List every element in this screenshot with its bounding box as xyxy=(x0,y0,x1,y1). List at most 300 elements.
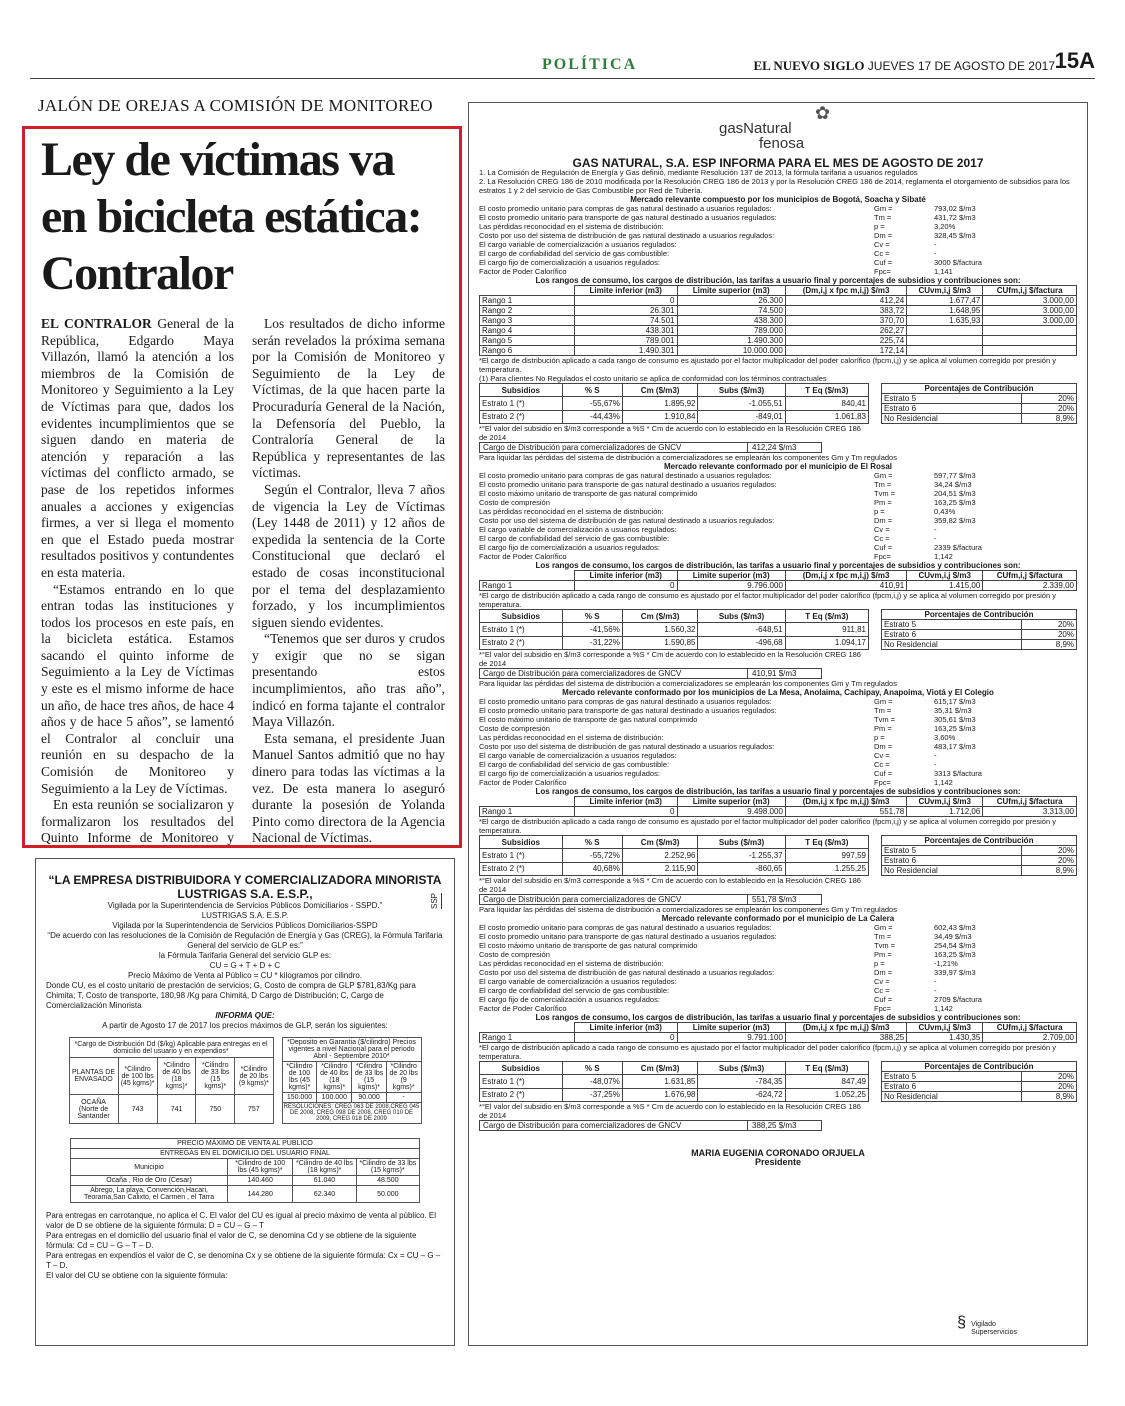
table-cell: Estrato 6 xyxy=(882,1082,1022,1092)
parameter-part: 34,24 $/m3 xyxy=(934,480,972,489)
table-row xyxy=(480,306,1077,316)
table-cell: Estrato 2 (*) xyxy=(480,410,563,423)
header-rule xyxy=(30,78,1095,79)
table-header: Limite inferior (m3) xyxy=(575,571,678,581)
article-box xyxy=(22,126,462,848)
article-headline: Ley de víctimas va en bicicleta estática: Contralor xyxy=(41,133,422,300)
intro-2: 2. La Resolución CREG 186 de 2010 modificada por la Resolución CREG 186 de 2013 y por la Resolución CREG 186 de 2014, reglamenta el otorgamiento de subsidios para los estratos 1 y 2 del servicio de Gas Combustible por Red de Tubería. xyxy=(479,177,1070,195)
range-table xyxy=(479,1022,1077,1043)
table-header: Limite inferior (m3) xyxy=(575,286,678,296)
table-cell: 140.460 xyxy=(228,1176,293,1186)
parameter-part: El costo promedio unitario para compras de gas natural destinado a usuarios regulados: xyxy=(479,697,772,706)
table-cell: 20% xyxy=(1021,1082,1076,1092)
table-cell: Estrato 6 xyxy=(882,404,1022,414)
market-section xyxy=(479,679,1077,905)
table-header: % S xyxy=(562,1062,622,1075)
butterfly-icon: ✿ xyxy=(815,103,831,123)
logo-text-1: gasNatural xyxy=(719,120,792,137)
parameter-part: Factor de Poder Calorífico xyxy=(479,778,567,787)
notice-title-2: LUSTRIGAS S.A. E.S.P., xyxy=(177,887,313,901)
table-row xyxy=(71,1176,420,1186)
parameter-part: 359,82 $/m3 xyxy=(934,516,976,525)
gncv-charge-box xyxy=(479,442,822,453)
parameter-part: Pm = xyxy=(874,950,892,959)
market-parameter xyxy=(479,204,1077,213)
parameter-part: 305,61 $/m3 xyxy=(934,715,976,724)
notice-footnote: Para entregas en expendios el valor de C, se denomina Cx y se obtiene de la siguiente fórmula: Cx = CU – G – T – D. xyxy=(46,1251,441,1270)
notice-line: Donde CU, es el costo unitario de prestación de servicios; G, Costo de compra de GLP $781,83/Kg para Chimita; T, Costo de transporte, 180,98 /Kg para Chimitá, D Cargo de Distribución; C, Cargo de Comercialización Minorista xyxy=(46,981,416,1010)
table-row xyxy=(69,1058,273,1095)
table-header: Subs ($/m3) xyxy=(698,610,785,623)
parameter-part: Pm = xyxy=(874,498,892,507)
table-cell: 847,49 xyxy=(785,1075,868,1088)
parameter-part: Cc = xyxy=(874,249,890,258)
table-header: *Cargo de Distribución Dd ($/kg) Aplicable para entregas en el domicilio del usuario y en expendios* xyxy=(69,1038,273,1058)
market-parameter xyxy=(479,760,1077,769)
table-cell: 741 xyxy=(157,1095,196,1124)
range-intro: Los rangos de consumo, los cargos de distribución, las tarifas a usuario final y porcentajes de subsidios y contribuciones son: xyxy=(535,561,1021,570)
parameter-part: 3313 $/factura xyxy=(934,769,982,778)
gas-natural-notice xyxy=(468,102,1088,1346)
market-parameter xyxy=(479,751,1077,760)
table-cell: -496,68 xyxy=(698,636,785,649)
resolutions-note: RESOLUCIONES: CREG 063 DE 2008,CREG 045 DE 2008, CREG 098 DE 2008, CREG 010 DE 2009, CREG 018 DE 2009 xyxy=(282,1103,422,1124)
table-cell: 840,41 xyxy=(785,397,868,410)
market-parameter xyxy=(479,249,1077,258)
market-parameter xyxy=(479,222,1077,231)
table-cell: 144.280 xyxy=(228,1186,293,1203)
market-parameter xyxy=(479,706,1077,715)
parameter-part: El cargo de confiabilidad del servicio de gas combustible: xyxy=(479,249,670,258)
table-cell: -55,72% xyxy=(562,849,622,862)
ssp-logo: SSP xyxy=(430,893,442,909)
table-cell: Estrato 2 (*) xyxy=(480,636,563,649)
deposit-table xyxy=(282,1037,422,1103)
table-row xyxy=(882,836,1077,846)
market-parameter xyxy=(479,1004,1077,1013)
article-paragraph: Los resultados de dicho informe serán revelados la próxima semana por la Comisión de Monitoreo y Seguimiento de la Ley de Víctimas, de la que hacen parte la Procuraduría General de la Nación, la Defensoría del Pueblo, la Contraloría General de la República y representantes de las víctimas. xyxy=(252,316,445,481)
table-cell: 370,70 xyxy=(785,316,906,326)
article-paragraph xyxy=(41,316,234,582)
table-cell: 8,9% xyxy=(1021,640,1076,650)
parameter-part: Cc = xyxy=(874,760,890,769)
table-row xyxy=(480,836,869,849)
gncv-label: Cargo de Distribución para comercializadores de GNCV xyxy=(483,895,748,904)
intro-1: 1. La Comisión de Regulación de Energía y Gas definió, mediante Resolución 137 de 2013, la fórmula tarifaria a usuarios regulados xyxy=(479,168,918,177)
table-row xyxy=(480,286,1077,296)
parameter-part: Factor de Poder Calorífico xyxy=(479,267,567,276)
table-cell: 743 xyxy=(118,1095,157,1124)
market-section xyxy=(479,905,1077,1131)
table-cell: Ocaña , Rio de Oro (Cesar) xyxy=(71,1176,228,1186)
table-header: Limite superior (m3) xyxy=(677,286,785,296)
parameter-part: Tm = xyxy=(874,213,892,222)
table-cell: -41,56% xyxy=(562,623,622,636)
table-row xyxy=(480,1088,869,1101)
parameter-part: p = xyxy=(874,733,885,742)
table-row xyxy=(480,316,1077,326)
parameter-part: Costo de compresión xyxy=(479,498,550,507)
table-cell xyxy=(907,326,983,336)
table-row xyxy=(882,610,1077,620)
table-header xyxy=(480,286,575,296)
parameter-part: El cargo de confiabilidad del servicio de gas combustible: xyxy=(479,760,670,769)
table-cell: 911,81 xyxy=(785,623,868,636)
subsidy-note: *°El valor del subsidio en $/m3 corresponde a %S * Cm de acuerdo con lo establecido en la Resolución CREG 186 de 2014 xyxy=(479,1102,861,1120)
table-header: Porcentajes de Contribución xyxy=(882,610,1077,620)
table-cell: 10.000.000 xyxy=(677,346,785,356)
table-cell: 750 xyxy=(196,1095,235,1124)
table-cell: No Residencial xyxy=(882,414,1022,424)
table-cell: 262,27 xyxy=(785,326,906,336)
table-row xyxy=(882,846,1077,856)
table-header: (Dm,i,j x fpc m,i,j) $/m3 xyxy=(785,286,906,296)
parameter-part: El cargo variable de comercialización a usuarios regulados: xyxy=(479,240,677,249)
table-cell: 1.052,25 xyxy=(785,1088,868,1101)
parameter-part: El cargo fijo de comercialización a usuarios regulados: xyxy=(479,995,660,1004)
parameter-part: El cargo de confiabilidad del servicio de gas combustible: xyxy=(479,986,670,995)
parameter-part: Dm = xyxy=(874,231,893,240)
table-row xyxy=(882,856,1077,866)
table-cell: Abrego, La playa, Convención,Hacari, Teorama,San Calixto, el Carmen , el Tarra xyxy=(71,1186,228,1203)
table-cell: 789.001 xyxy=(575,336,678,346)
losses-note: Para liquidar las pérdidas del sistema de distribución a comercializadores se emplearán los componentes Gm y Tm regulados xyxy=(479,453,897,462)
table-cell: 1.677,47 xyxy=(907,296,983,306)
parameter-part: Cuf = xyxy=(874,995,893,1004)
table-cell: -1.255,37 xyxy=(698,849,785,862)
formula: CU = G + T + D + C xyxy=(209,961,281,970)
parameter-part: Costo por uso del sistema de distribución de gas natural destinado a usuarios regulados: xyxy=(479,968,775,977)
parameter-part: El cargo variable de comercialización a usuarios regulados: xyxy=(479,751,677,760)
market-parameter xyxy=(479,480,1077,489)
article-paragraph: “Tenemos que ser duros y crudos y exigir que no se sigan presentando estos incumplimientos, año tras año”, indicó en forma tajante el contralor Maya Villazón. xyxy=(252,631,445,730)
market-parameter xyxy=(479,769,1077,778)
table-cell: Rango 1 xyxy=(480,1033,575,1043)
table-cell: -55,67% xyxy=(562,397,622,410)
gncv-label: Cargo de Distribución para comercializadores de GNCV xyxy=(483,1121,748,1130)
parameter-part: Cuf = xyxy=(874,769,893,778)
distribution-note: *El cargo de distribución aplicado a cada rango de consumo es ajustado por el factor multiplicador del poder calorífico (fpcm,i,j) y se aplica al volumen corregido por presión y temperatura. xyxy=(479,1043,1056,1061)
table-cell: 20% xyxy=(1021,1072,1076,1082)
table-cell: Estrato 2 (*) xyxy=(480,1088,563,1101)
market-parameter xyxy=(479,267,1077,276)
table-row xyxy=(480,410,869,423)
table-cell: Municipio xyxy=(71,1159,228,1176)
parameter-part: - xyxy=(934,760,937,769)
table-cell: 2.252,96 xyxy=(622,849,698,862)
parameter-part: - xyxy=(934,534,937,543)
parameter-part: 793,02 $/m3 xyxy=(934,204,976,213)
table-cell: Estrato 6 xyxy=(882,630,1022,640)
market-parameter xyxy=(479,977,1077,986)
table-cell: Estrato 1 (*) xyxy=(480,623,563,636)
table-cell: No Residencial xyxy=(882,866,1022,876)
market-parameter xyxy=(479,968,1077,977)
table-cell: 100.000 xyxy=(317,1093,352,1103)
parameter-part: Tvm = xyxy=(874,715,896,724)
parameter-part: Dm = xyxy=(874,516,893,525)
market-parameter xyxy=(479,986,1077,995)
parameter-part: p = xyxy=(874,959,885,968)
parameter-part: Las pérdidas reconocidad en el sistema de distribución: xyxy=(479,222,664,231)
parameter-part: Costo por uso del sistema de distribución de gas natural destinado a usuarios regulados: xyxy=(479,742,775,751)
table-cell: 997,59 xyxy=(785,849,868,862)
subsidy-block xyxy=(479,609,1077,650)
table-cell: 26.301 xyxy=(575,306,678,316)
table-cell: No Residencial xyxy=(882,640,1022,650)
table-cell: 2.339,00 xyxy=(983,581,1077,591)
table-cell xyxy=(983,336,1077,346)
table-cell: 20% xyxy=(1021,620,1076,630)
table-cell: *Cilindro de 40 lbs (18 kgms)* xyxy=(293,1159,356,1176)
table-header: Subsidios xyxy=(480,836,563,849)
table-row xyxy=(282,1093,421,1103)
distribution-note: *El cargo de distribución aplicado a cada rango de consumo es ajustado por el factor multiplicador del poder calorífico (fpcm,i,j) y se aplica al volumen corregido por presión y temperatura. xyxy=(479,356,1056,374)
market-parameter xyxy=(479,923,1077,932)
table-row xyxy=(71,1186,420,1203)
parameter-part: Costo por uso del sistema de distribución de gas natural destinado a usuarios regulados: xyxy=(479,231,775,240)
table-cell: 388,25 xyxy=(785,1033,906,1043)
table-cell: 1.061,83 xyxy=(785,410,868,423)
table-cell: 2.115,90 xyxy=(622,862,698,875)
article-column-1 xyxy=(41,316,234,848)
signer-name: MARIA EUGENIA CORONADO ORJUELA xyxy=(691,1148,865,1158)
article-paragraph: “Estamos entrando en lo que entran todas las instituciones y todos los procesos en este país, en la bicicleta estática. Estamos sacando el quinto informe de Seguimiento a la Ley de Víctimas y este es el mismo informe de hace un año, de hace tres años, de hace 4 años y de hace 5 años”, se lamentó el Contralor al concluir una reunión en su despacho de la Comisión de Monitoreo y Seguimiento a la Ley de Víctimas. xyxy=(41,581,234,796)
table-header: CUfm,i,j $/factura xyxy=(983,797,1077,807)
page-header xyxy=(30,48,1095,80)
parameter-part: - xyxy=(934,986,937,995)
table-row xyxy=(882,414,1077,424)
table-cell: 9.498.000 xyxy=(677,807,785,817)
table-header xyxy=(480,571,575,581)
parameter-part: Dm = xyxy=(874,968,893,977)
gncv-charge-box xyxy=(479,894,822,905)
table-cell: 1.635,93 xyxy=(907,316,983,326)
table-cell: Rango 5 xyxy=(480,336,575,346)
table-row xyxy=(882,620,1077,630)
table-cell: *Cilindro de 100 lbs (45 kgms)* xyxy=(118,1058,157,1095)
parameter-part: Fpc= xyxy=(874,552,891,561)
table-cell: Estrato 5 xyxy=(882,394,1022,404)
lustrigas-notice xyxy=(35,858,455,1346)
table-cell: 3.000,00 xyxy=(983,296,1077,306)
market-parameter xyxy=(479,231,1077,240)
parameter-part: 602,43 $/m3 xyxy=(934,923,976,932)
parameter-part: p = xyxy=(874,507,885,516)
table-cell: -48,07% xyxy=(562,1075,622,1088)
parameter-part: El cargo fijo de comercialización a usuarios regulados: xyxy=(479,258,660,267)
signer-role: Presidente xyxy=(754,1157,802,1167)
notice-title-1: “LA EMPRESA DISTRIBUIDORA Y COMERCIALIZADORA MINORISTA xyxy=(48,873,442,887)
table-header: T Eq ($/m3) xyxy=(785,836,868,849)
parameter-part: Costo por uso del sistema de distribución de gas natural destinado a usuarios regulados: xyxy=(479,516,775,525)
notice-title: GAS NATURAL, S.A. ESP INFORMA PARA EL MES DE AGOSTO DE 2017 xyxy=(572,156,984,170)
table-cell: *Cilindro de 100 lbs (45 kgms)* xyxy=(282,1062,317,1093)
table-cell: No Residencial xyxy=(882,1092,1022,1102)
parameter-part: 3,20% xyxy=(934,222,956,231)
table-header: Limite superior (m3) xyxy=(677,571,785,581)
gas-natural-logo xyxy=(719,103,831,152)
market-title: Mercado relevante conformado por los municipios de La Mesa, Anolaima, Cachipay, Anapoima, Viotá y El Colegio xyxy=(562,688,994,697)
parameter-part: Costo de compresión xyxy=(479,950,550,959)
table-cell: -31,22% xyxy=(562,636,622,649)
parameter-part: 483,17 $/m3 xyxy=(934,742,976,751)
market-title: Mercado relevante compuesto por los municipios de Bogotá, Soacha y Sibaté xyxy=(630,195,926,204)
table-header: Cm ($/m3) xyxy=(622,384,698,397)
table-cell: 1.490.301 xyxy=(575,346,678,356)
table-cell xyxy=(907,346,983,356)
table-cell: -849,01 xyxy=(698,410,785,423)
table-cell: 0 xyxy=(575,807,678,817)
parameter-part: El costo promedio unitario para transporte de gas natural destinado a usuarios regulados: xyxy=(479,706,777,715)
parameter-part: Las pérdidas reconocidad en el sistema de distribución: xyxy=(479,959,664,968)
table-cell: 0 xyxy=(575,581,678,591)
parameter-part: El costo promedio unitario para compras de gas natural destinado a usuarios regulados: xyxy=(479,471,772,480)
table-cell: 40,68% xyxy=(562,862,622,875)
gncv-label: Cargo de Distribución para comercializadores de GNCV xyxy=(483,669,748,678)
table-cell: PLANTAS DE ENVASADO xyxy=(69,1058,118,1095)
table-header: Subsidios xyxy=(480,384,563,397)
subsidy-table xyxy=(479,609,869,650)
table-cell: 8,9% xyxy=(1021,866,1076,876)
page-number: 15A xyxy=(1054,48,1095,73)
parameter-part: 2339 $/factura xyxy=(934,543,982,552)
article-lead: EL CONTRALOR xyxy=(41,316,152,331)
parameter-part: El cargo de confiabilidad del servicio de gas combustible: xyxy=(479,534,670,543)
table-header: CUvm,i,j $/m3 xyxy=(907,797,983,807)
market-title: Mercado relevante conformado por el municipio de El Rosal xyxy=(663,462,893,471)
table-cell: Estrato 6 xyxy=(882,856,1022,866)
parameter-part: Fpc= xyxy=(874,267,891,276)
paper-name: EL NUEVO SIGLO xyxy=(753,58,865,73)
notice-footnote: Para entregas en carrotanque, no aplica el C. El valor del CU es igual al precio máximo de venta al público. El valor de D se obtiene de la siguiente fórmula: D = CU – G – T xyxy=(46,1211,436,1230)
subsidy-note: *°El valor del subsidio en $/m3 corresponde a %S * Cm de acuerdo con lo establecido en la Resolución CREG 186 de 2014 xyxy=(479,650,861,668)
table-header: PRECIO MÁXIMO DE VENTA AL PÚBLICO xyxy=(71,1139,420,1149)
table-row xyxy=(71,1139,420,1149)
market-parameter xyxy=(479,995,1077,1004)
table-cell: Estrato 1 (*) xyxy=(480,397,563,410)
table-cell: 1.094,17 xyxy=(785,636,868,649)
parameter-part: p = xyxy=(874,222,885,231)
table-cell: 8,9% xyxy=(1021,414,1076,424)
table-header: % S xyxy=(562,836,622,849)
parameter-part: Factor de Poder Calorífico xyxy=(479,1004,567,1013)
parameter-part: 163,25 $/m3 xyxy=(934,950,976,959)
subsidy-table xyxy=(479,835,869,876)
distribution-note: *El cargo de distribución aplicado a cada rango de consumo es ajustado por el factor multiplicador del poder calorífico (fpcm,i,j) y se aplica al volumen corregido por presión y temperatura. xyxy=(479,591,1056,609)
table-cell: 3.000,00 xyxy=(983,306,1077,316)
table-cell: -44,43% xyxy=(562,410,622,423)
parameter-part: Cc = xyxy=(874,986,890,995)
issue-date: JUEVES 17 DE AGOSTO DE 2017 xyxy=(867,59,1055,73)
market-parameter xyxy=(479,724,1077,733)
table-header: Subsidios xyxy=(480,610,563,623)
table-cell xyxy=(983,326,1077,336)
parameter-part: -1,21% xyxy=(934,959,958,968)
parameter-part: - xyxy=(934,751,937,760)
table-row xyxy=(882,1062,1077,1072)
table-cell: 150.000 xyxy=(282,1093,317,1103)
contribution-table xyxy=(881,609,1077,650)
table-row xyxy=(480,581,1077,591)
parameter-part: 1,142 xyxy=(934,778,953,787)
table-header: Limite superior (m3) xyxy=(677,1023,785,1033)
market-section xyxy=(479,195,1077,453)
table-header: CUvm,i,j $/m3 xyxy=(907,571,983,581)
table-row xyxy=(71,1149,420,1159)
table-header: Subsidios xyxy=(480,1062,563,1075)
markets xyxy=(479,195,1077,1131)
losses-note: Para liquidar las pérdidas del sistema de distribución a comercializadores se emplearán los componentes Gm y Tm regulados xyxy=(479,679,897,688)
market-parameter xyxy=(479,778,1077,787)
article-kicker: JALÓN DE OREJAS A COMISIÓN DE MONITOREO xyxy=(38,96,433,115)
market-parameter xyxy=(479,932,1077,941)
table-cell: 26.300 xyxy=(677,296,785,306)
gncv-value: 388,25 $/m3 xyxy=(752,1121,797,1130)
market-parameter xyxy=(479,742,1077,751)
table-cell: Estrato 5 xyxy=(882,1072,1022,1082)
article-paragraph: Esta semana, el presidente Juan Manuel Santos admitió que no hay dinero para todas las víctimas a la vez. De esta manera lo aseguró durante la posesión de Yolanda Pinto como directora de la Agencia Nacional de Víctimas. xyxy=(252,730,445,846)
table-row xyxy=(69,1095,273,1124)
table-cell: 9.791.100 xyxy=(677,1033,785,1043)
article-paragraph: Según el Contralor, lleva 7 años de vigencia la Ley de Víctimas (Ley 1448 de 2011) y 12 años de expedida la sentencia de la Corte Constitucional que declaró el estado de cosas inconstitucional por el tema del desplazamiento forzado, y los incumplimientos siguen siendo evidentes. xyxy=(252,481,445,630)
table-row xyxy=(480,397,869,410)
table-cell: 0 xyxy=(575,296,678,306)
parameter-part: Gm = xyxy=(874,204,893,213)
table-cell: 1.910,84 xyxy=(622,410,698,423)
table-cell: 757 xyxy=(235,1095,273,1124)
table-cell xyxy=(983,346,1077,356)
parameter-part: Pm = xyxy=(874,724,892,733)
parameter-part: El cargo fijo de comercialización a usuarios regulados: xyxy=(479,769,660,778)
table-cell: Rango 3 xyxy=(480,316,575,326)
table-cell: 551,78 xyxy=(785,807,906,817)
parameter-part: El costo promedio unitario para compras de gas natural destinado a usuarios regulados: xyxy=(479,923,772,932)
table-cell: 74.501 xyxy=(575,316,678,326)
contribution-table xyxy=(881,383,1077,424)
table-cell: 8,9% xyxy=(1021,1092,1076,1102)
table-header: T Eq ($/m3) xyxy=(785,384,868,397)
parameter-part: El costo promedio unitario para transporte de gas natural destinado a usuarios regulados: xyxy=(479,932,777,941)
table-cell: -624,72 xyxy=(698,1088,785,1101)
subsidy-block xyxy=(479,1061,1077,1102)
table-cell: Rango 1 xyxy=(480,581,575,591)
losses-note: Para liquidar las pérdidas del sistema de distribución a comercializadores se emplearán los componentes Gm y Tm regulados xyxy=(479,905,897,914)
parameter-part: 431,72 $/m3 xyxy=(934,213,976,222)
table-cell: 410,91 xyxy=(785,581,906,591)
parameter-part: El costo promedio unitario para transporte de gas natural destinado a usuarios regulados: xyxy=(479,213,777,222)
parameter-part: Gm = xyxy=(874,471,893,480)
table-cell: 1.631,85 xyxy=(622,1075,698,1088)
table-row xyxy=(480,797,1077,807)
table-cell: *Cilindro de 20 lbs (9 kgms)* xyxy=(235,1058,273,1095)
table-cell: 20% xyxy=(1021,856,1076,866)
table-cell: Rango 6 xyxy=(480,346,575,356)
table-cell: 383,72 xyxy=(785,306,906,316)
parameter-part: Tvm = xyxy=(874,941,896,950)
parameter-part: El costo máximo unitario de transporte de gas natural comprimido xyxy=(479,489,698,498)
table-row xyxy=(480,346,1077,356)
parameter-part: 339,97 $/m3 xyxy=(934,968,976,977)
market-parameter xyxy=(479,697,1077,706)
parameter-part: El cargo variable de comercialización a usuarios regulados: xyxy=(479,977,677,986)
parameter-part: Cv = xyxy=(874,977,890,986)
table-header: % S xyxy=(562,610,622,623)
market-title: Mercado relevante conformado por el municipio de La Calera xyxy=(661,914,895,923)
logo-text-2: fenosa xyxy=(759,135,805,152)
table-cell: 438.301 xyxy=(575,326,678,336)
parameter-part: 34,49 $/m3 xyxy=(934,932,972,941)
